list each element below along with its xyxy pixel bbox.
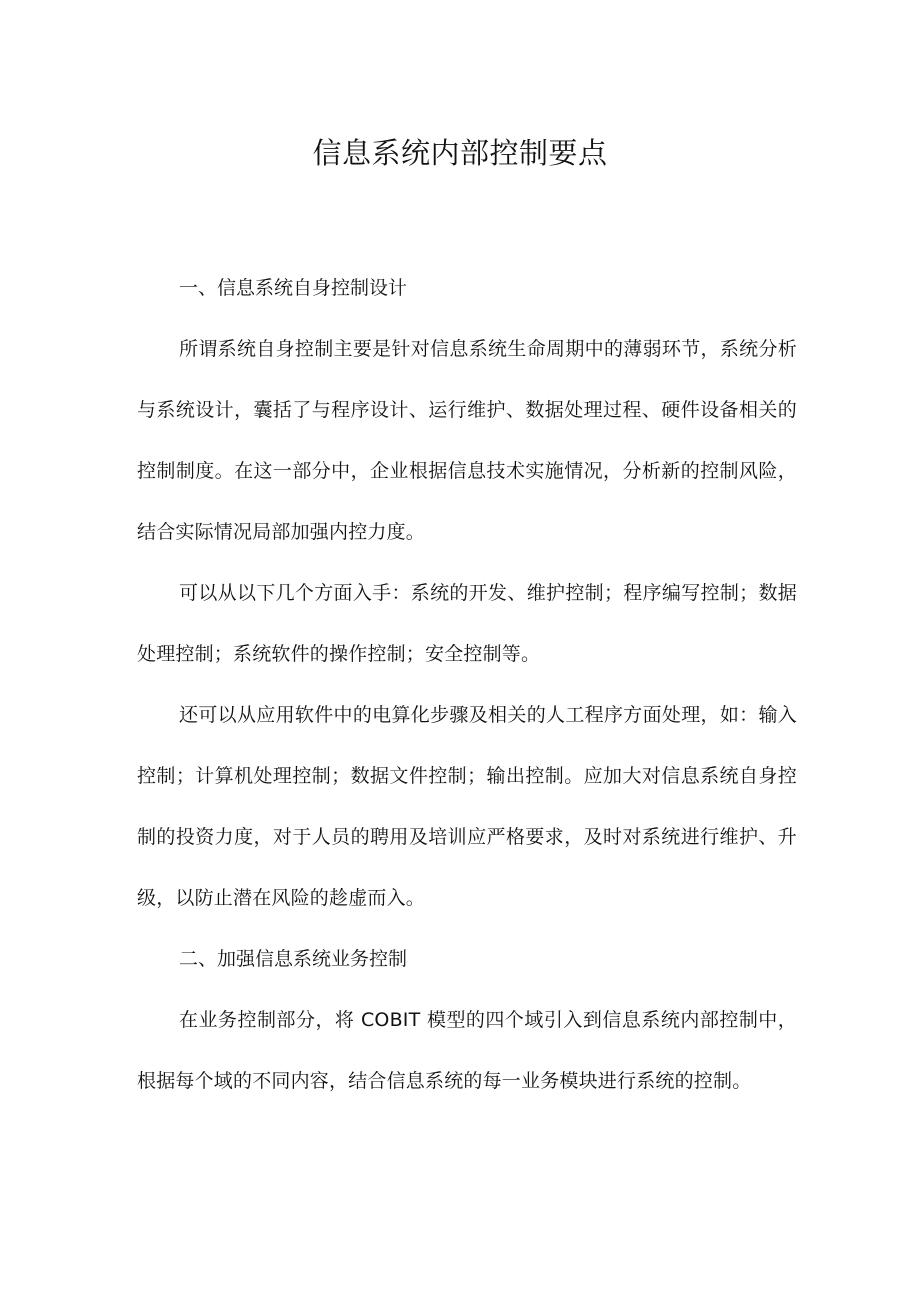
paragraph-1: 所谓系统自身控制主要是针对信息系统生命周期中的薄弱环节，系统分析与系统设计，囊括了与程序设计、运行维护、数据处理过程、硬件设备相关的控制制度。在这一部分中，企业根据信息技术实施情况，分析新的控制风险，结合实际情况局部加强内控力度。 <box>137 338 797 543</box>
section-heading-2: 二、加强信息系统业务控制 <box>179 948 408 970</box>
paragraph-3: 还可以从应用软件中的电算化步骤及相关的人工程序方面处理，如：输入控制；计算机处理控制；数据文件控制；输出控制。应加大对信息系统自身控制的投资力度，对于人员的聘用及培训应严格要求，及时对系统进行维护、升级，以防止潜在风险的趁虚而入。 <box>137 704 797 909</box>
paragraph-2: 可以从以下几个方面入手：系统的开发、维护控制；程序编写控制；数据处理控制；系统软件的操作控制；安全控制等。 <box>137 582 797 665</box>
paragraph-4: 在业务控制部分，将 COBIT 模型的四个域引入到信息系统内部控制中，根据每个域的不同内容，结合信息系统的每一业务模块进行系统的控制。 <box>137 1009 797 1092</box>
section-heading-1: 一、信息系统自身控制设计 <box>179 277 408 299</box>
document-title: 信息系统内部控制要点 <box>312 136 608 170</box>
document-body <box>137 258 797 1112</box>
